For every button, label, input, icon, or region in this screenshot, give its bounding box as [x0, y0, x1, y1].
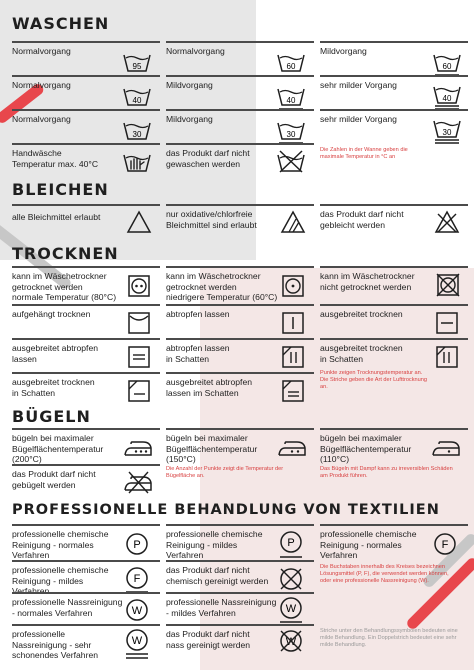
- pro-label: professionelle chemische Reinigung - mildes Verfahren: [12, 565, 109, 596]
- dry-item: [12, 266, 160, 302]
- wet-clean-very-mild-icon: [124, 628, 150, 660]
- dry-item: [166, 266, 314, 302]
- section-title-drying: TROCKNEN: [12, 244, 119, 263]
- wash-label: Mildvorgang: [320, 46, 367, 56]
- dry-item: [320, 304, 468, 336]
- dry-item: [12, 338, 160, 370]
- pro-label: professionelle chemische Reinigung - normales Verfahren: [320, 529, 417, 560]
- svg-text:30: 30: [442, 128, 452, 137]
- drip-dry-flat-icon: [128, 346, 150, 368]
- iron-label: bügeln bei maximaler Bügelflächentemperatur (110°C): [320, 433, 412, 464]
- pro-item: [320, 524, 468, 560]
- pro-label: das Produkt darf nicht nass gereinigt werden: [166, 629, 251, 650]
- dry-label: ausgebreitet abtropfen lassen: [12, 343, 99, 364]
- wash-tub-icon: [122, 49, 152, 73]
- tumble-dry-low-icon: [282, 275, 304, 297]
- svg-text:W: W: [131, 605, 143, 617]
- pro-label: professionelle chemische Reinigung - normales Verfahren: [12, 529, 109, 560]
- dry-label: kann im Wäschetrockner nicht getrocknet werden: [320, 271, 415, 292]
- do-not-tumble-dry-icon: [436, 273, 460, 297]
- iron-low-icon: [430, 436, 462, 458]
- dry-clean-p-icon: [124, 532, 150, 556]
- wash-label: sehr milder Vorgang: [320, 114, 397, 124]
- dry-item: [320, 338, 468, 370]
- svg-text:95: 95: [132, 62, 142, 71]
- dry-label: abtropfen lassen in Schatten: [166, 343, 230, 364]
- drip-dry-flat-shade-icon: [282, 380, 304, 402]
- section-title-washing: WASCHEN: [12, 14, 110, 33]
- wash-item: [12, 143, 160, 175]
- wash-label: Normalvorgang: [12, 114, 71, 124]
- professional-note-letters: Die Buchstaben innerhalb des Kreises bezeichnen Lösungsmittel (P, F), die verwendet werden können, oder eine professionelle Nassreinigung (W).: [320, 564, 449, 584]
- line-dry-icon: [128, 312, 150, 334]
- wash-label: sehr milder Vorgang: [320, 80, 397, 90]
- wash-item: [166, 109, 314, 141]
- wash-item: [320, 109, 468, 141]
- hand-wash-icon: [122, 149, 152, 173]
- wash-item: [166, 75, 314, 107]
- do-not-wash-icon: [276, 149, 306, 173]
- svg-text:F: F: [441, 539, 449, 551]
- do-not-dry-clean-icon: [278, 566, 304, 592]
- iron-item: [166, 428, 314, 462]
- bleach-item: [166, 204, 314, 238]
- dry-label: ausgebreitet trocknen: [320, 309, 403, 319]
- svg-text:P: P: [133, 539, 141, 551]
- dry-item: [166, 372, 314, 404]
- wash-item: [12, 41, 160, 73]
- svg-text:30: 30: [132, 130, 142, 139]
- wash-item: [320, 41, 468, 73]
- dry-label: kann im Wäschetrockner getrocknet werden normale Temperatur (80°C): [12, 271, 117, 302]
- iron-item: [320, 428, 468, 462]
- wash-label: Mildvorgang: [166, 114, 213, 124]
- drip-dry-shade-icon: [282, 346, 304, 368]
- wash-item: [166, 41, 314, 73]
- tumble-dry-normal-icon: [128, 275, 150, 297]
- dry-label: aufgehängt trocknen: [12, 309, 91, 319]
- drip-dry-icon: [282, 312, 304, 334]
- wash-label: Normalvorgang: [12, 80, 71, 90]
- svg-text:40: 40: [442, 94, 452, 103]
- dry-label: ausgebreitet trocknen in Schatten: [12, 377, 95, 398]
- bleach-item: [12, 204, 160, 238]
- svg-text:40: 40: [132, 96, 142, 105]
- wash-label: das Produkt darf nicht gewaschen werden: [166, 148, 250, 169]
- iron-label: das Produkt darf nicht gebügelt werden: [12, 469, 96, 490]
- iron-medium-icon: [276, 436, 308, 458]
- svg-text:P: P: [287, 537, 295, 549]
- iron-label: bügeln bei maximaler Bügelflächentemperatur (150°C): [166, 433, 258, 464]
- dry-label: ausgebreitet trocknen in Schatten: [320, 343, 403, 364]
- do-not-iron-icon: [122, 470, 154, 494]
- pro-item: [166, 592, 314, 624]
- wash-item: [320, 75, 468, 107]
- dry-label: ausgebreitet abtropfen lassen im Schatten: [166, 377, 253, 398]
- bleach-item: [320, 204, 468, 238]
- wash-tub-mild-icon: [276, 117, 306, 145]
- svg-text:W: W: [285, 603, 297, 615]
- bleach-label: nur oxidative/chlorfreie Bleichmittel sind erlaubt: [166, 209, 257, 230]
- wash-tub-icon: [276, 49, 306, 73]
- pro-label: professionelle chemische Reinigung - mildes Verfahren: [166, 529, 263, 560]
- wash-tub-very-mild-icon: [432, 115, 462, 145]
- svg-text:W: W: [285, 636, 297, 648]
- dry-item: [320, 266, 468, 302]
- dry-flat-shade-icon: [436, 346, 458, 368]
- do-not-bleach-icon: [434, 210, 460, 234]
- bleach-non-chlorine-icon: [280, 210, 306, 234]
- ironing-note-steam: Das Bügeln mit Dampf kann zu irreversiblen Schäden am Produkt führen.: [320, 466, 453, 479]
- dry-label: abtropfen lassen: [166, 309, 230, 319]
- wash-label: Normalvorgang: [166, 46, 225, 56]
- dry-item: [12, 304, 160, 336]
- bleach-label: das Produkt darf nicht gebleicht werden: [320, 209, 404, 230]
- svg-text:40: 40: [286, 96, 296, 105]
- bleach-any-icon: [126, 210, 152, 234]
- wet-clean-icon: [124, 598, 150, 622]
- pro-item: [12, 524, 160, 560]
- iron-item: [12, 464, 160, 496]
- wet-clean-mild-icon: [278, 596, 304, 624]
- section-title-ironing: BÜGELN: [12, 407, 91, 426]
- pro-item: [166, 624, 314, 666]
- wash-tub-mild-icon: [276, 83, 306, 111]
- bleach-label: alle Bleichmittel erlaubt: [12, 212, 101, 222]
- wash-item: [12, 109, 160, 141]
- pro-item: [166, 524, 314, 560]
- svg-text:60: 60: [286, 62, 296, 71]
- svg-text:F: F: [133, 573, 141, 585]
- dry-clean-f-icon: [432, 532, 458, 556]
- wash-item: [166, 143, 314, 175]
- pro-item: [12, 624, 160, 666]
- professional-note-bars: Striche unter den Behandlungssymbolen bedeuten eine milde Behandlung. Ein Doppelstrich bedeutet eine sehr milde Behandlung.: [320, 628, 458, 648]
- pro-label: professionelle Nassreinigung - sehr schonendes Verfahren: [12, 629, 99, 660]
- washing-note: Die Zahlen in der Wanne geben die maximale Temperatur in °C an: [320, 147, 408, 160]
- pro-label: das Produkt darf nicht chemisch gereinigt werden: [166, 565, 269, 586]
- section-title-professional: PROFESSIONELLE BEHANDLUNG VON TEXTILIEN: [12, 502, 440, 518]
- iron-label: bügeln bei maximaler Bügelflächentemperatur (200°C): [12, 433, 104, 464]
- pro-label: professionelle Nassreinigung - mildes Verfahren: [166, 597, 277, 618]
- pro-label: professionelle Nassreinigung - normales Verfahren: [12, 597, 123, 618]
- dry-label: kann im Wäschetrockner getrocknet werden niedrigere Temperatur (60°C): [166, 271, 278, 302]
- iron-item: [12, 428, 160, 462]
- wash-label: Handwäsche Temperatur max. 40°C: [12, 148, 99, 169]
- svg-text:60: 60: [442, 62, 452, 71]
- wash-tub-icon: [122, 83, 152, 107]
- ironing-note-dots: Die Anzahl der Punkte zeigt die Temperatur der Bügelfläche an.: [166, 466, 284, 479]
- dry-item: [166, 338, 314, 370]
- wash-tub-icon: [122, 117, 152, 141]
- svg-text:W: W: [131, 635, 143, 647]
- dry-item: [12, 372, 160, 404]
- wash-tub-very-mild-icon: [432, 81, 462, 111]
- dry-clean-f-mild-icon: [124, 566, 150, 594]
- pro-item: [12, 560, 160, 596]
- dry-flat-shade-icon: [128, 380, 150, 402]
- wash-tub-mild-icon: [432, 49, 462, 77]
- drying-note: Punkte zeigen Trocknungstemperatur an. Die Striche geben die Art der Lufttrocknung an.: [320, 370, 427, 390]
- svg-text:30: 30: [286, 130, 296, 139]
- pro-item: [12, 592, 160, 624]
- dry-clean-p-mild-icon: [278, 530, 304, 560]
- do-not-wet-clean-icon: [278, 628, 304, 654]
- wash-label: Normalvorgang: [12, 46, 71, 56]
- pro-item: [166, 560, 314, 592]
- wash-label: Mildvorgang: [166, 80, 213, 90]
- section-title-bleaching: BLEICHEN: [12, 180, 109, 199]
- wash-item: [12, 75, 160, 107]
- dry-flat-icon: [436, 312, 458, 334]
- iron-high-icon: [122, 436, 154, 458]
- dry-item: [166, 304, 314, 336]
